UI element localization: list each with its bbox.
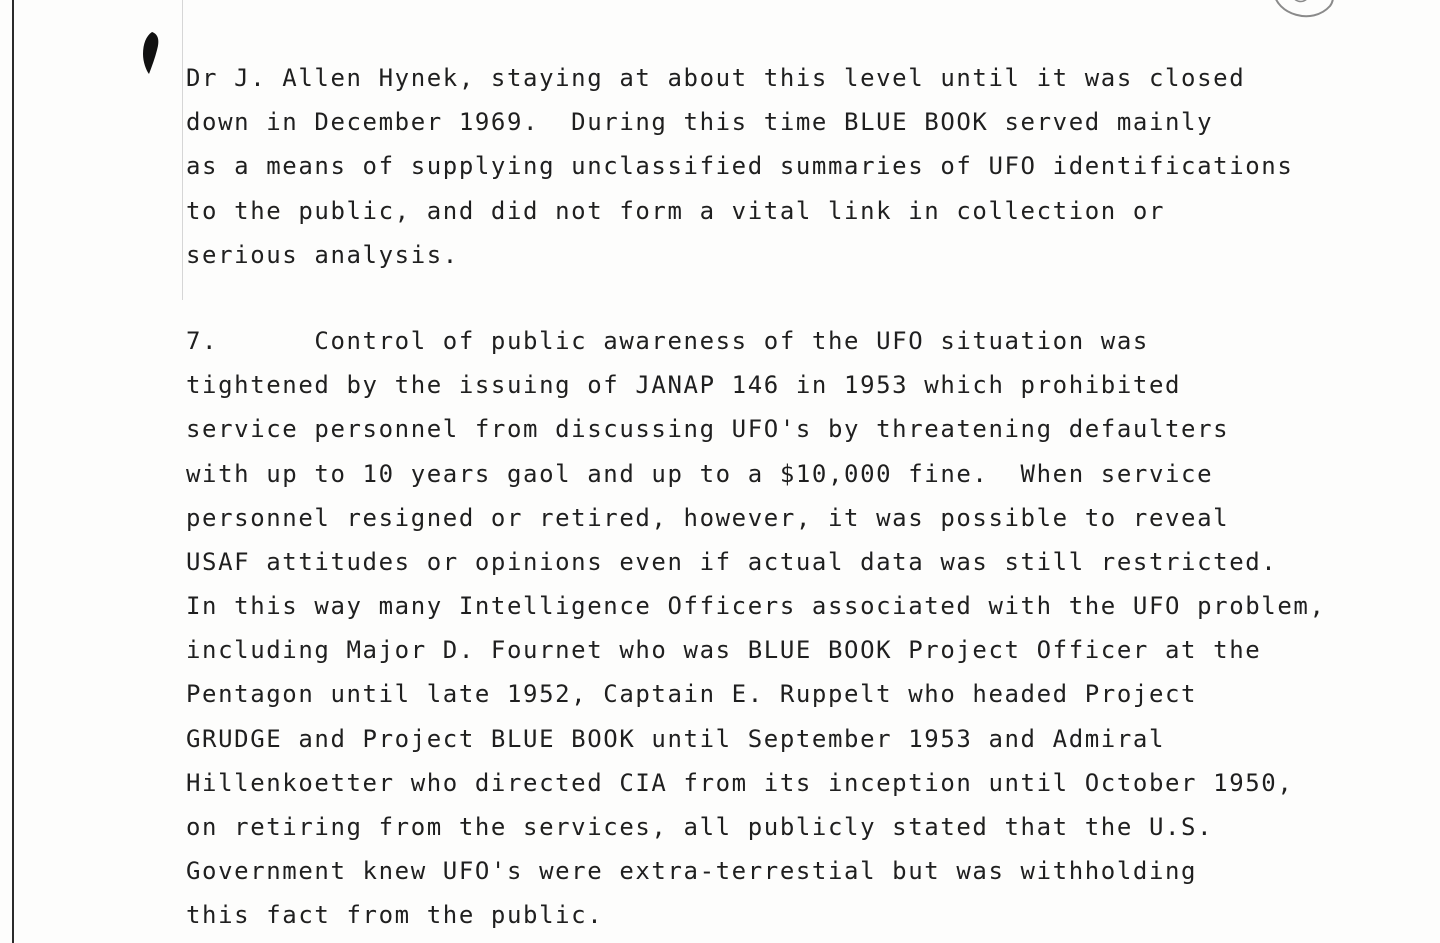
text-line: this fact from the public. bbox=[186, 901, 604, 930]
text-line: tightened by the issuing of JANAP 146 in 1953 which prohibited bbox=[186, 371, 1182, 400]
text-line: Dr J. Allen Hynek, staying at about this level until it was closed bbox=[186, 64, 1246, 92]
text-line: serious analysis. bbox=[186, 240, 459, 269]
text-line: on retiring from the services, all publicly stated that the U.S. bbox=[186, 813, 1214, 841]
paragraph-6 bbox=[186, 56, 1426, 277]
text-line: with up to 10 years gaol and up to a $10,000 fine. When service bbox=[186, 459, 1214, 488]
text-line: service personnel from discussing UFO's by threatening defaulters bbox=[186, 415, 1230, 444]
page-left-border bbox=[12, 0, 14, 943]
typewritten-text bbox=[186, 56, 1426, 938]
text-line: personnel resigned or retired, however, it was possible to reveal bbox=[186, 503, 1230, 532]
text-line: Hillenkoetter who directed CIA from its inception until October 1950, bbox=[186, 768, 1294, 797]
corner-circle-mark-icon bbox=[1268, 0, 1340, 26]
margin-rule bbox=[182, 0, 183, 300]
paragraph-spacer bbox=[186, 277, 1426, 319]
text-line: GRUDGE and Project BLUE BOOK until September 1953 and Admiral bbox=[186, 724, 1166, 753]
text-line: down in December 1969. During this time BLUE BOOK served mainly bbox=[186, 108, 1214, 137]
paragraph-7 bbox=[186, 319, 1426, 938]
text-line: Government knew UFO's were extra-terrestial but was withholding bbox=[186, 857, 1198, 886]
text-line: as a means of supplying unclassified summaries of UFO identifications bbox=[186, 152, 1294, 181]
text-line: USAF attitudes or opinions even if actual data was still restricted. bbox=[186, 547, 1278, 576]
text-line: including Major D. Fournet who was BLUE BOOK Project Officer at the bbox=[186, 636, 1262, 665]
text-line: 7. Control of public awareness of the UFO situation was bbox=[186, 326, 1149, 355]
text-line: In this way many Intelligence Officers associated with the UFO problem, bbox=[186, 592, 1326, 621]
text-line: to the public, and did not form a vital link in collection or bbox=[186, 196, 1166, 225]
text-line: Pentagon until late 1952, Captain E. Ruppelt who headed Project bbox=[186, 680, 1198, 709]
margin-ink-mark-icon bbox=[140, 30, 162, 76]
